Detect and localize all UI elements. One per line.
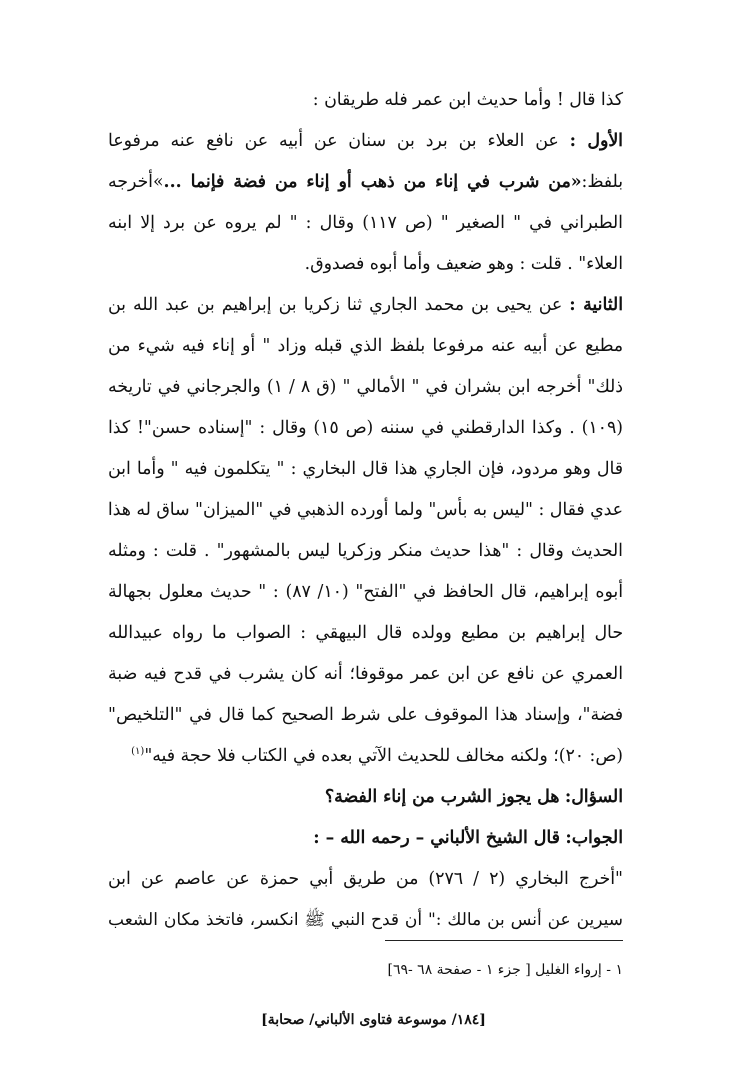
text-span: »أخرجه: [108, 172, 164, 192]
text-line: عدي فقال : "ليس به بأس" ولما أورده الذهبي في "الميزان" ساق له هذا: [107, 500, 623, 520]
page-footer: [١٨٤/ موسوعة فتاوى الألباني/ صحابة]: [261, 1012, 486, 1028]
text-line: [108, 285, 623, 326]
text-line: (١٠٩) . وكذا الدارقطني في سننه (ص ١٥) وقال : "إسناده حسن"! كذا: [108, 418, 623, 438]
question-line: [108, 777, 623, 818]
text-span: بلفظ:: [581, 172, 623, 192]
text-span: عن العلاء بن برد بن سنان عن أبيه عن نافع عنه مرفوعا: [108, 131, 559, 151]
text-line: العمري عن نافع عن ابن عمر موقوفا؛ أنه كان يشرب في قدح فيه ضبة: [108, 664, 623, 684]
text-line: العلاء" . قلت : وهو ضعيف وأما أبوه فصدوق.: [304, 254, 623, 274]
text-line: [108, 121, 623, 162]
text-line: حال إبراهيم بن مطيع وولده قال البيهقي : الصواب ما رواه عبيدالله: [108, 623, 623, 643]
answer-intro: قال الشيخ الألباني – رحمه الله – :: [313, 828, 560, 848]
footnote: ١ - إرواء الغليل [ جزء ١ - صفحة ٦٨ -٦٩]: [387, 962, 623, 978]
page-body: [108, 80, 623, 941]
text-line: كذا قال ! وأما حديث ابن عمر فله طريقان :: [312, 90, 623, 110]
text-line: الحديث وقال : "هذا حديث منكر وزكريا ليس بالمشهور" . قلت : ومثله: [108, 541, 623, 561]
text-line: مطيع عن أبيه عنه مرفوعا بلفظ الذي قبله وزاد " أو إناء فيه شيء من: [108, 336, 623, 356]
question-label: السؤال:: [564, 787, 623, 807]
text-line: "أخرج البخاري (٢ / ٢٧٦) من طريق أبي حمزة عن عاصم عن ابن: [108, 869, 623, 889]
answer-line: [108, 818, 623, 859]
text-line: الطبراني في " الصغير " (ص ١١٧) وقال : " لم يروه عن برد إلا ابنه: [108, 213, 623, 233]
footnote-marker: (١): [131, 746, 145, 758]
text-line: سيرين عن أنس بن مالك :" أن قدح النبي ﷺ انكسر، فاتخذ مكان الشعب: [108, 910, 623, 930]
question-text: هل يجوز الشرب من إناء الفضة؟: [324, 787, 560, 807]
text-line: ذلك" أخرجه ابن بشران في " الأمالي " (ق ٨ / ١) والجرجاني في تاريخه: [108, 377, 623, 397]
text-span: (ص: ٢٠)؛ ولكنه مخالف للحديث الآتي بعده في الكتاب فلا حجة فيه": [144, 746, 623, 766]
label-second: الثانية :: [569, 295, 624, 315]
text-line: [108, 162, 623, 203]
answer-label: الجواب:: [565, 828, 623, 848]
text-span: عن يحيى بن محمد الجاري ثنا زكريا بن إبراهيم بن عبد الله بن: [108, 295, 563, 315]
hadith-quote: «من شرب في إناء من ذهب أو إناء من فضة فإنما ...: [163, 172, 582, 192]
text-line: أبوه إبراهيم، قال الحافظ في "الفتح" (١٠/ ٨٧) : " حديث معلول بجهالة: [108, 582, 623, 602]
label-first: الأول :: [569, 131, 623, 151]
text-line: قال وهو مردود، فإن الجاري هذا قال البخاري : " يتكلمون فيه " وأما ابن: [108, 459, 623, 479]
text-line: فضة"، وإسناد هذا الموقوف على شرط الصحيح كما قال في "التلخيص": [108, 705, 623, 725]
footnote-divider: [385, 940, 623, 941]
text-line: [108, 736, 623, 777]
